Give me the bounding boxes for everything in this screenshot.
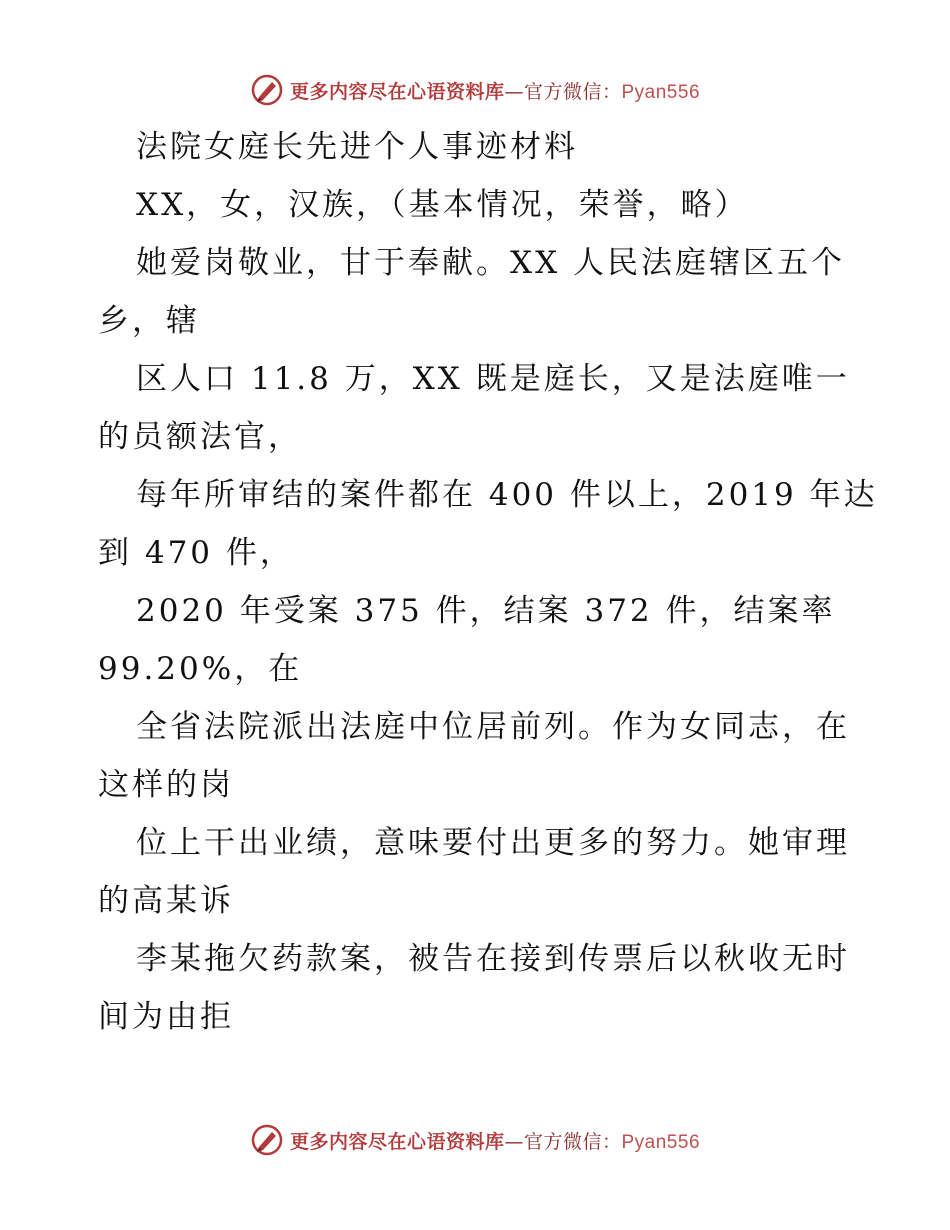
text-line: 区人口 11.8 万，XX 既是庭长，又是法庭唯一 bbox=[136, 361, 850, 397]
text-line: 间为由拒 bbox=[98, 999, 234, 1035]
banner-tail: 官方微信： bbox=[523, 1130, 622, 1153]
text-line: 全省法院派出法庭中位居前列。作为女同志，在 bbox=[136, 709, 850, 745]
text-line: 2020 年受案 375 件，结案 372 件，结案率 bbox=[136, 593, 836, 629]
footer-banner bbox=[0, 1120, 950, 1160]
banner-handle: Pyan556 bbox=[621, 81, 701, 103]
banner-dash: — bbox=[504, 1130, 524, 1153]
pen-logo-icon bbox=[250, 73, 284, 107]
banner-handle: Pyan556 bbox=[621, 1131, 701, 1153]
text-line: 的高某诉 bbox=[98, 883, 234, 919]
header-banner bbox=[0, 70, 950, 110]
text-line: 法院女庭长先进个人事迹材料 bbox=[136, 129, 578, 165]
text-line: 到 470 件， bbox=[98, 535, 294, 571]
footer-banner-text bbox=[290, 1127, 700, 1154]
document-body bbox=[98, 118, 878, 1046]
text-line: 每年所审结的案件都在 400 件以上，2019 年达 bbox=[136, 477, 878, 513]
pen-logo-icon bbox=[250, 1123, 284, 1157]
text-line: 她爱岗敬业，甘于奉献。XX 人民法庭辖区五个 bbox=[136, 245, 845, 281]
text-line: 99.20%，在 bbox=[98, 651, 303, 687]
banner-lead: 更多内容尽在心语资料库 bbox=[289, 80, 505, 103]
text-line: 乡，辖 bbox=[98, 303, 200, 339]
header-banner-text bbox=[290, 77, 700, 104]
banner-lead: 更多内容尽在心语资料库 bbox=[289, 1130, 505, 1153]
text-line: 李某拖欠药款案，被告在接到传票后以秋收无时 bbox=[136, 941, 850, 977]
text-line: 的员额法官， bbox=[98, 419, 302, 455]
text-line: XX，女，汉族，（基本情况，荣誉，略） bbox=[136, 187, 749, 223]
text-line: 位上干出业绩，意味要付出更多的努力。她审理 bbox=[136, 825, 850, 861]
banner-tail: 官方微信： bbox=[523, 80, 622, 103]
text-line: 这样的岗 bbox=[98, 767, 234, 803]
banner-dash: — bbox=[504, 80, 524, 103]
